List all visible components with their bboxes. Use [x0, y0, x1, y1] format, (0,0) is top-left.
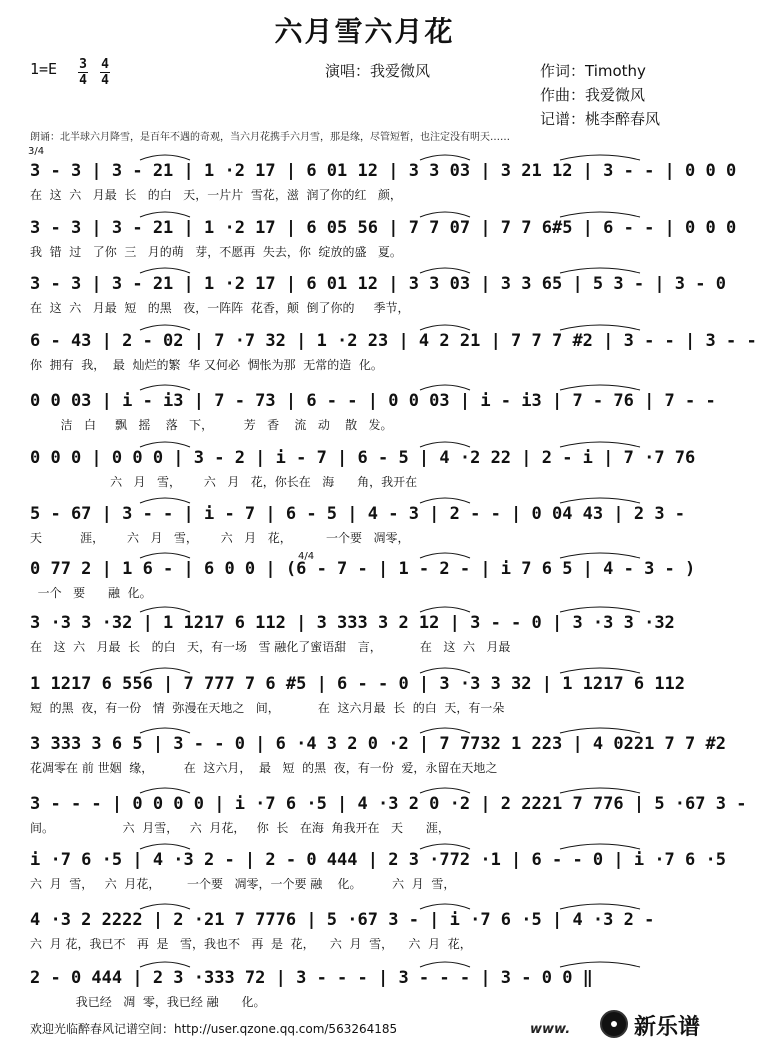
singer-credit: 演唱：我爱微风 — [325, 62, 431, 80]
watermark: www. — [530, 1022, 571, 1037]
lyric-line: 六 月 雪， 六 月花， 一个要 凋零，一个要 融 化。 六 月 雪， — [30, 877, 456, 891]
time-signature-3-4: 3 4 — [79, 57, 87, 88]
lyric-line: 在 这 六 月最 短 的黑 夜，一阵阵 花香，颠 倒了你的 季节， — [30, 301, 410, 315]
narration-text: 朗诵：北半球六月降雪，是百年不遇的奇观，当六月花携手六月雪，那是缘，尽管短暂，也注定没有明天…… — [30, 132, 510, 143]
notation-line: 3 - 3 | 3 - 21 | 1 ·2 17 | 6 01 12 | 3 3 03 | 3 3 65 | 5 3 - | 3 - 0 — [30, 274, 726, 294]
notation-line: 0 77 2 | 1 6 - | 6 0 0 | (6 - 7 - | 1 - 2 - | i 7 6 5 | 4 - 3 - ) — [30, 559, 696, 579]
lyric-line: 洁 白 飘 摇 落 下， 芳 香 流 动 散 发。 — [30, 418, 393, 432]
notation-line: 3 - 3 | 3 - 21 | 1 ·2 17 | 6 01 12 | 3 3 03 | 3 21 12 | 3 - - | 0 0 0 — [30, 161, 737, 181]
notation-line: 6 - 43 | 2 - 02 | 7 ·7 32 | 1 ·2 23 | 4 2 21 | 7 7 7 #2 | 3 - - | 3 - - — [30, 331, 767, 351]
notation-line: 1 1217 6 556 | 7 777 7 6 #5 | 6 - - 0 | 3 ·3 3 32 | 1 1217 6 112 — [30, 674, 686, 694]
lyric-line: 我已经 凋 零，我已经 融 化。 — [30, 995, 266, 1009]
notation-line: 3 ·3 3 ·32 | 1 1217 6 112 | 3 333 3 2 12 | 3 - - 0 | 3 ·3 3 ·32 — [30, 613, 675, 633]
lyric-line: 间。 六 月雪， 六 月花， 你 长 在海 角我开在 天 涯， — [30, 821, 450, 835]
lyric-line: 六 月 雪， 六 月 花，你长在 海 角，我开在 — [30, 475, 418, 489]
composer-credit: 作曲：我爱微风 — [540, 86, 646, 104]
lyric-line: 你 拥有 我， 最 灿烂的繁 华 又何必 惆怅为那 无常的造 化。 — [30, 358, 383, 372]
key-signature: 1=E — [30, 60, 58, 78]
lyric-line: 花凋零在 前 世姻 缘， 在 这六月， 最 短 的黑 夜，有一份 爱，永留在天地之 — [30, 761, 498, 775]
notation-line: 0 0 03 | i - i3 | 7 - 73 | 6 - - | 0 0 03 | i - i3 | 7 - 76 | 7 - - — [30, 391, 726, 411]
lyric-line: 天 涯， 六 月 雪， 六 月 花， 一个要 凋零， — [30, 531, 410, 545]
lyric-line: 短 的黑 夜，有一份 情 弥漫在天地之 间， 在 这六月最 长 的白 天，有一朵 — [30, 701, 505, 715]
disc-icon — [600, 1010, 628, 1038]
notation-line: 0 0 0 | 0 0 0 | 3 - 2 | i - 7 | 6 - 5 | 4 ·2 22 | 2 - i | 7 ·7 76 — [30, 448, 696, 468]
time-signature-marker: 3/4 — [28, 146, 45, 157]
lyric-line: 一个 要 融 化。 — [30, 586, 152, 600]
brand-logo — [600, 1010, 718, 1040]
song-title: 六月雪六月花 — [274, 15, 455, 48]
brand-name: 新乐谱 — [634, 1015, 701, 1040]
notation-line: 3 - - - | 0 0 0 0 | i ·7 6 ·5 | 4 ·3 2 0 ·2 | 2 2221 7 776 | 5 ·67 3 - — [30, 794, 757, 814]
lyric-line: 在 这 六 月最 长 的白 天，一片片 雪花，滋 润了你的红 颜， — [30, 188, 402, 202]
notation-line: 3 333 3 6 5 | 3 - - 0 | 6 ·4 3 2 0 ·2 | 7 7732 1 223 | 4 0221 7 7 #2 — [30, 734, 726, 754]
lyric-line: 在 这 六 月最 长 的白 天，有一场 雪 融化了蜜语甜 言， 在 这 六 月最 — [30, 640, 511, 654]
notation-line: 2 - 0 444 | 2 3 ·333 72 | 3 - - - | 3 - - - | 3 - 0 0 ‖ — [30, 968, 593, 988]
lyricist-credit: 作词：Timothy — [540, 62, 646, 80]
notation-line: 3 - 3 | 3 - 21 | 1 ·2 17 | 6 05 56 | 7 7 07 | 7 7 6#5 | 6 - - | 0 0 0 — [30, 218, 737, 238]
transcriber-credit: 记谱：桃李醉春风 — [540, 110, 661, 128]
notation-line: i ·7 6 ·5 | 4 ·3 2 - | 2 - 0 444 | 2 3 ·772 ·1 | 6 - - 0 | i ·7 6 ·5 — [30, 850, 726, 870]
notation-line: 4 ·3 2 2222 | 2 ·21 7 7776 | 5 ·67 3 - | i ·7 6 ·5 | 4 ·3 2 - — [30, 910, 665, 930]
lyric-line: 我 错 过 了你 三 月的萌 芽，不愿再 失去，你 绽放的盛 夏。 — [30, 245, 402, 259]
footer-link-text: 欢迎光临醉春风记谱空间：http://user.qzone.qq.com/563264185 — [30, 1022, 398, 1036]
time-signature-change-marker: 4/4 — [298, 551, 315, 562]
time-signature-4-4: 4 4 — [101, 57, 109, 88]
lyric-line: 六 月 花，我已不 再 是 雪，我也不 再 是 花， 六 月 雪， 六 月 花， — [30, 937, 472, 951]
notation-line: 5 - 67 | 3 - - | i - 7 | 6 - 5 | 4 - 3 | 2 - - | 0 04 43 | 2 3 - — [30, 504, 696, 524]
